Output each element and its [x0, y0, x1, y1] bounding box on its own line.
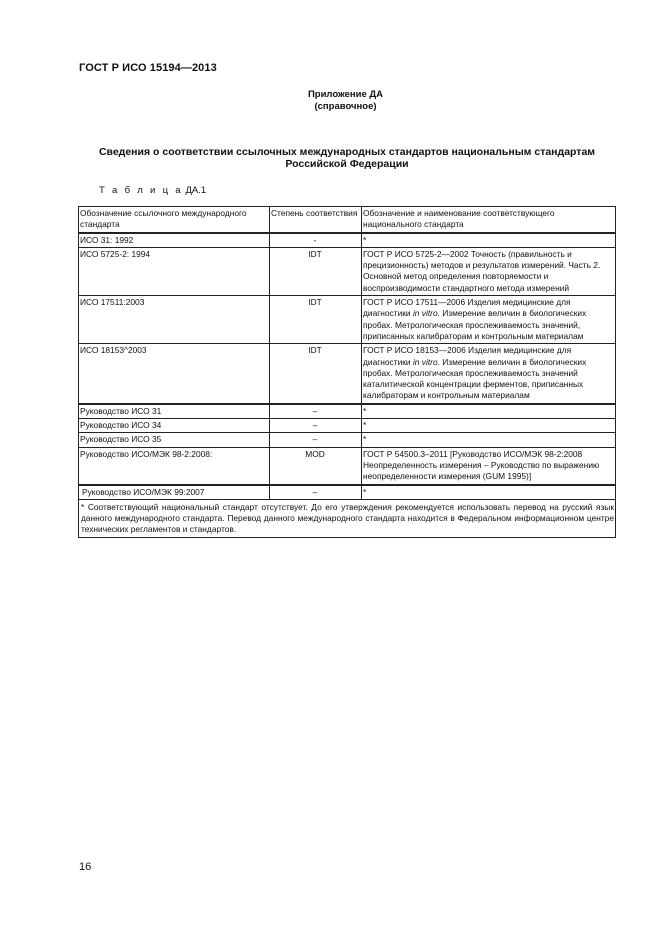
- cell-degree: IDT: [270, 296, 362, 344]
- cell-national: *: [362, 433, 616, 447]
- table-label-prefix: Т а б л и ц а: [99, 185, 183, 196]
- column-header-national: Обозначение и наименование соответствующего национального стандарта: [362, 207, 616, 233]
- document-standard-code: ГОСТ Р ИСО 15194—2013: [79, 62, 217, 74]
- cell-reference: Руководство ИСО/МЭК 99:2007: [79, 485, 270, 500]
- cell-degree: IDT: [270, 247, 362, 295]
- column-header-degree: Степень соответствия: [270, 207, 362, 233]
- national-text-start: ГОСТ Р ИСО 17511—2006 Изделия медицинские для диагностики: [363, 297, 571, 319]
- cell-reference: Руководство ИСО 35: [79, 433, 270, 447]
- cell-degree: –: [270, 419, 362, 433]
- cell-degree: IDT: [270, 344, 362, 404]
- cell-degree: –: [270, 404, 362, 419]
- national-text-italic: in vitro: [412, 356, 438, 367]
- cell-degree: -: [270, 233, 362, 248]
- reference-standards-table: [78, 206, 616, 538]
- cell-reference: Руководство ИСО 31: [79, 404, 270, 419]
- cell-degree: –: [270, 433, 362, 447]
- cell-reference: ИСО 31: 1992: [79, 233, 270, 248]
- cell-national: *: [362, 404, 616, 419]
- table-label-number: ДА.1: [185, 185, 207, 196]
- cell-reference: Руководство ИСО 34: [79, 419, 270, 433]
- column-header-reference: Обозначение ссылочного международного стандарта: [79, 207, 270, 233]
- cell-reference: Руководство ИСО/МЭК 98-2:2008:: [79, 447, 270, 484]
- cell-reference: ИСО 5725-2: 1994: [79, 247, 270, 295]
- cell-degree: MOD: [270, 447, 362, 484]
- cell-degree: –: [270, 485, 362, 500]
- table-label: [99, 185, 206, 196]
- cell-national: *: [362, 485, 616, 500]
- table-footnote-row: [79, 499, 616, 537]
- appendix-heading: [0, 89, 661, 113]
- cell-national: ГОСТ Р ИСО 5725-2—2002 Точность (правильность и прецизионность) методов и результатов измерений. Часть 2. Основной метод определения повторяемости и воспроизводимости стандартного метода измерений: [362, 247, 616, 295]
- cell-national: *: [362, 233, 616, 248]
- national-text-start: ГОСТ Р ИСО 18153—2006 Изделия медицинские для диагностики: [363, 345, 572, 367]
- table-row: [79, 447, 616, 484]
- table-row: [79, 247, 616, 295]
- cell-national: *: [362, 419, 616, 433]
- appendix-title: Приложение ДА: [307, 89, 384, 100]
- national-text-end: . Измерение величин в биологических пробах. Метрологическая прослеживаемость значений, приписанных калибраторам и контрольным материалам: [363, 308, 587, 341]
- table-row: [79, 419, 616, 433]
- table-row: [79, 433, 616, 447]
- appendix-subtitle: (справочное): [314, 101, 377, 112]
- national-text-italic: in vitro: [412, 308, 438, 319]
- cell-national: [362, 344, 616, 404]
- cell-national: [362, 296, 616, 344]
- cell-national: ГОСТ Р 54500.3–2011 [Руководство ИСО/МЭК 98-2:2008 Неопределенность измерения – Руководство по выражению неопределенности измерения (GUM 1995)]: [362, 447, 616, 484]
- table-row: [79, 404, 616, 419]
- section-title: Сведения о соответствии ссылочных международных стандартов национальным стандартам Российской Федерации: [98, 146, 596, 170]
- national-text-end: . Измерение величин в биологических пробах. Метрологическая прослеживаемость значений каталитической концентрации ферментов, приписанных калибраторам и контрольным материалам: [363, 356, 587, 401]
- page-number: 16: [79, 861, 92, 873]
- table-footnote: * Соответствующий национальный стандарт отсутствует. До его утверждения рекомендуется использовать перевод на русский язык данного международного стандарта. Перевод данного международного стандарта находится в Федеральном информационном центре технических регламентов и стандартов.: [79, 499, 616, 537]
- table-row: [79, 344, 616, 404]
- table-row: [79, 296, 616, 344]
- table-header-row: [79, 207, 616, 233]
- cell-reference: ИСО 17511:2003: [79, 296, 270, 344]
- cell-reference: ИСО 18153^2003: [79, 344, 270, 404]
- table-row: [79, 233, 616, 248]
- table-row: [79, 485, 616, 500]
